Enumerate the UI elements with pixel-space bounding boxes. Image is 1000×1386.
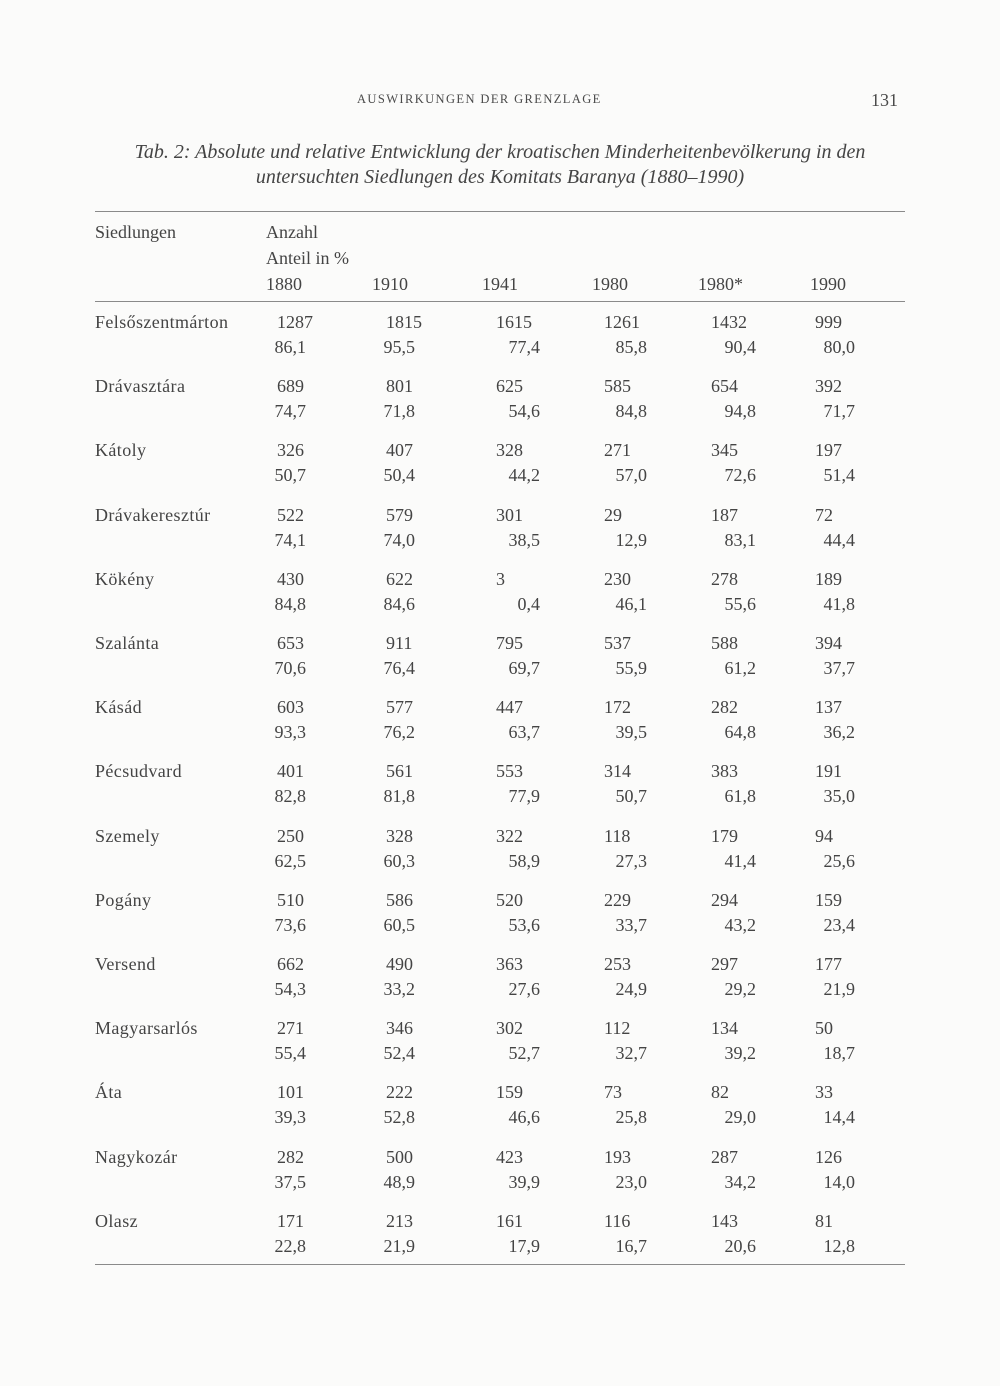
count-cell: 213 (386, 1210, 413, 1231)
count-cell: 116 (604, 1210, 631, 1231)
count-cell: 407 (386, 440, 413, 461)
count-cell: 134 (711, 1018, 738, 1039)
share-cell: 85,8 (615, 337, 647, 357)
count-cell: 345 (711, 440, 738, 461)
share-cell: 61,2 (724, 658, 756, 678)
count-cell: 250 (277, 825, 304, 846)
share-cell: 77,9 (508, 786, 540, 807)
count-cell: 577 (386, 697, 413, 718)
share-cell: 55,6 (724, 593, 756, 614)
count-cell: 911 (386, 633, 413, 653)
settlement-name: Szemely (95, 825, 160, 846)
share-cell: 62,5 (274, 850, 306, 871)
count-cell: 328 (496, 440, 523, 461)
count-cell: 561 (386, 761, 413, 782)
share-cell: 38,5 (508, 529, 540, 550)
header-settlements: Siedlungen (95, 222, 176, 242)
count-cell: 363 (496, 954, 523, 974)
count-cell: 101 (277, 1082, 304, 1103)
settlement-name: Szalánta (95, 633, 160, 653)
share-cell: 23,0 (615, 1171, 647, 1192)
share-cell: 52,7 (508, 1043, 540, 1064)
table-caption (80, 140, 920, 190)
settlement-name: Kökény (95, 568, 155, 589)
settlement-name: Drávasztára (95, 376, 186, 397)
count-cell: 159 (815, 889, 842, 910)
count-cell: 654 (711, 376, 738, 397)
share-cell: 25,6 (823, 850, 855, 871)
share-cell: 44,4 (823, 529, 855, 550)
share-cell: 71,7 (823, 401, 855, 422)
share-cell: 84,8 (274, 593, 306, 614)
share-cell: 14,0 (823, 1171, 855, 1192)
share-cell: 21,9 (823, 979, 855, 999)
share-cell: 76,4 (383, 658, 415, 678)
count-cell: 423 (496, 1146, 523, 1167)
count-cell: 159 (496, 1082, 523, 1103)
share-cell: 84,8 (615, 401, 647, 422)
caption-line-2: untersuchten Siedlungen des Komitats Baranya (1880–1990) (255, 166, 745, 188)
share-cell: 29,2 (724, 979, 756, 999)
count-cell: 187 (711, 504, 738, 525)
share-cell: 39,2 (724, 1043, 756, 1064)
count-cell: 72 (815, 504, 833, 525)
settlement-name: Pécsudvard (95, 761, 182, 782)
count-cell: 179 (711, 825, 738, 846)
count-cell: 1261 (604, 312, 640, 332)
year-header: 1910 (372, 274, 408, 294)
share-cell: 57,0 (615, 465, 647, 486)
settlement-name: Drávakeresztúr (95, 504, 211, 525)
share-cell: 37,7 (823, 658, 855, 678)
count-cell: 326 (277, 440, 304, 461)
share-cell: 69,7 (508, 658, 540, 678)
share-cell: 0,4 (517, 593, 540, 614)
share-cell: 22,8 (274, 1235, 306, 1256)
share-cell: 74,7 (274, 401, 306, 422)
count-cell: 189 (815, 568, 842, 589)
settlement-name: Magyarsarlós (95, 1018, 198, 1039)
share-cell: 24,9 (615, 979, 647, 999)
share-cell: 20,6 (724, 1235, 756, 1256)
share-cell: 74,0 (383, 529, 415, 550)
count-cell: 999 (815, 312, 842, 332)
count-cell: 253 (604, 954, 631, 974)
count-cell: 191 (815, 761, 842, 782)
share-cell: 90,4 (724, 337, 756, 357)
count-cell: 137 (815, 697, 842, 718)
count-cell: 328 (386, 825, 413, 846)
count-cell: 430 (277, 568, 304, 589)
share-cell: 12,9 (615, 529, 647, 550)
share-cell: 32,7 (615, 1043, 647, 1064)
share-cell: 21,9 (383, 1235, 415, 1256)
share-cell: 48,9 (383, 1171, 415, 1192)
year-header: 1880 (266, 274, 302, 294)
count-cell: 579 (386, 504, 413, 525)
settlement-name: Áta (95, 1082, 123, 1103)
share-cell: 44,2 (508, 465, 540, 486)
count-cell: 522 (277, 504, 304, 525)
count-cell: 383 (711, 761, 738, 782)
count-cell: 1432 (711, 312, 747, 332)
count-cell: 537 (604, 633, 631, 653)
share-cell: 54,3 (274, 979, 306, 999)
count-cell: 118 (604, 825, 631, 846)
count-cell: 689 (277, 376, 304, 397)
share-cell: 95,5 (383, 337, 415, 357)
share-cell: 55,9 (615, 658, 647, 678)
count-cell: 795 (496, 633, 523, 653)
count-cell: 801 (386, 376, 413, 397)
count-cell: 322 (496, 825, 523, 846)
share-cell: 55,4 (274, 1043, 306, 1064)
year-header: 1980 (592, 274, 628, 294)
share-cell: 23,4 (823, 914, 855, 935)
share-cell: 83,1 (724, 529, 756, 550)
count-cell: 585 (604, 376, 631, 397)
share-cell: 94,8 (724, 401, 756, 422)
count-cell: 287 (711, 1146, 738, 1167)
count-cell: 586 (386, 889, 413, 910)
share-cell: 50,7 (274, 465, 306, 486)
count-cell: 193 (604, 1146, 631, 1167)
count-cell: 622 (386, 568, 413, 589)
share-cell: 61,8 (724, 786, 756, 807)
share-cell: 50,4 (383, 465, 415, 486)
share-cell: 12,8 (823, 1235, 855, 1256)
share-cell: 52,4 (383, 1043, 415, 1064)
share-cell: 50,7 (615, 786, 647, 807)
share-cell: 51,4 (823, 465, 855, 486)
count-cell: 302 (496, 1018, 523, 1039)
share-cell: 71,8 (383, 401, 415, 422)
count-cell: 161 (496, 1210, 523, 1231)
share-cell: 84,6 (383, 593, 415, 614)
share-cell: 25,8 (615, 1107, 647, 1128)
share-cell: 82,8 (274, 786, 306, 807)
share-cell: 39,5 (615, 722, 647, 743)
count-cell: 1815 (386, 312, 422, 332)
share-cell: 80,0 (823, 337, 855, 357)
year-header: 1980* (698, 274, 743, 294)
share-cell: 27,3 (615, 850, 647, 871)
count-cell: 177 (815, 954, 842, 974)
running-head: AUSWIRKUNGEN DER GRENZLAGE (357, 92, 602, 106)
share-cell: 16,7 (615, 1235, 647, 1256)
count-cell: 588 (711, 633, 738, 653)
share-cell: 41,4 (724, 850, 756, 871)
header-rule (95, 301, 905, 302)
share-cell: 64,8 (724, 722, 756, 743)
settlement-name: Pogány (95, 889, 152, 910)
share-cell: 52,8 (383, 1107, 415, 1128)
caption-line-1: Tab. 2: Absolute und relative Entwicklung der kroatischen Minderheitenbevölkerung in den (134, 141, 866, 163)
count-cell: 229 (604, 889, 631, 910)
count-cell: 297 (711, 954, 738, 974)
settlement-name: Felsőszentmárton (95, 312, 229, 332)
share-cell: 54,6 (508, 401, 540, 422)
count-cell: 73 (604, 1082, 622, 1103)
header-share: Anteil in % (266, 248, 349, 268)
count-cell: 500 (386, 1146, 413, 1167)
share-cell: 58,9 (508, 850, 540, 871)
share-cell: 63,7 (508, 722, 540, 743)
share-cell: 46,6 (508, 1107, 540, 1128)
count-cell: 401 (277, 761, 304, 782)
share-cell: 74,1 (274, 529, 306, 550)
share-cell: 34,2 (724, 1171, 756, 1192)
count-cell: 278 (711, 568, 738, 589)
share-cell: 33,7 (615, 914, 647, 935)
count-cell: 3 (496, 568, 505, 589)
count-cell: 662 (277, 954, 304, 974)
share-cell: 60,5 (383, 914, 415, 935)
year-header: 1941 (482, 274, 518, 294)
count-cell: 282 (711, 697, 738, 718)
share-cell: 14,4 (823, 1107, 855, 1128)
share-cell: 35,0 (823, 786, 855, 807)
count-cell: 171 (277, 1210, 304, 1231)
settlement-name: Nagykozár (95, 1146, 178, 1167)
share-cell: 39,9 (508, 1171, 540, 1192)
count-cell: 294 (711, 889, 738, 910)
count-cell: 230 (604, 568, 631, 589)
share-cell: 17,9 (508, 1235, 540, 1256)
count-cell: 346 (386, 1018, 413, 1039)
share-cell: 36,2 (823, 722, 855, 743)
share-cell: 39,3 (274, 1107, 306, 1128)
share-cell: 93,3 (274, 722, 306, 743)
count-cell: 490 (386, 954, 413, 974)
count-cell: 1615 (496, 312, 532, 332)
share-cell: 29,0 (724, 1107, 756, 1128)
count-cell: 301 (496, 504, 523, 525)
count-cell: 81 (815, 1210, 833, 1231)
share-cell: 72,6 (724, 465, 756, 486)
year-header: 1990 (810, 274, 846, 294)
count-cell: 197 (815, 440, 842, 461)
count-cell: 33 (815, 1082, 833, 1103)
count-cell: 553 (496, 761, 523, 782)
share-cell: 33,2 (383, 979, 415, 999)
top-rule (95, 211, 905, 212)
share-cell: 81,8 (383, 786, 415, 807)
share-cell: 46,1 (615, 593, 647, 614)
count-cell: 520 (496, 889, 523, 910)
count-cell: 126 (815, 1146, 842, 1167)
count-cell: 143 (711, 1210, 738, 1231)
page-number: 131 (871, 90, 898, 110)
share-cell: 86,1 (274, 337, 306, 357)
share-cell: 43,2 (724, 914, 756, 935)
settlement-name: Olasz (95, 1210, 138, 1231)
count-cell: 392 (815, 376, 842, 397)
share-cell: 27,6 (508, 979, 540, 999)
share-cell: 76,2 (383, 722, 415, 743)
count-cell: 510 (277, 889, 304, 910)
count-cell: 314 (604, 761, 631, 782)
count-cell: 1287 (277, 312, 313, 332)
share-cell: 53,6 (508, 914, 540, 935)
settlement-name: Kásád (95, 697, 142, 718)
share-cell: 73,6 (274, 914, 306, 935)
settlement-name: Versend (95, 954, 156, 974)
count-cell: 653 (277, 633, 304, 653)
count-cell: 82 (711, 1082, 729, 1103)
count-cell: 50 (815, 1018, 833, 1039)
count-cell: 447 (496, 697, 523, 718)
count-cell: 222 (386, 1082, 413, 1103)
count-cell: 625 (496, 376, 523, 397)
share-cell: 60,3 (383, 850, 415, 871)
share-cell: 41,8 (823, 593, 855, 614)
settlement-name: Kátoly (95, 440, 147, 461)
count-cell: 271 (277, 1018, 304, 1039)
count-cell: 282 (277, 1146, 304, 1167)
bottom-rule (95, 1264, 905, 1265)
count-cell: 603 (277, 697, 304, 718)
count-cell: 172 (604, 697, 631, 718)
share-cell: 37,5 (274, 1171, 306, 1192)
header-count: Anzahl (266, 222, 318, 242)
count-cell: 271 (604, 440, 631, 461)
count-cell: 112 (604, 1018, 631, 1039)
count-cell: 94 (815, 825, 833, 846)
share-cell: 18,7 (823, 1043, 855, 1064)
count-cell: 29 (604, 504, 622, 525)
share-cell: 77,4 (508, 337, 540, 357)
share-cell: 70,6 (274, 658, 306, 678)
count-cell: 394 (815, 633, 842, 653)
